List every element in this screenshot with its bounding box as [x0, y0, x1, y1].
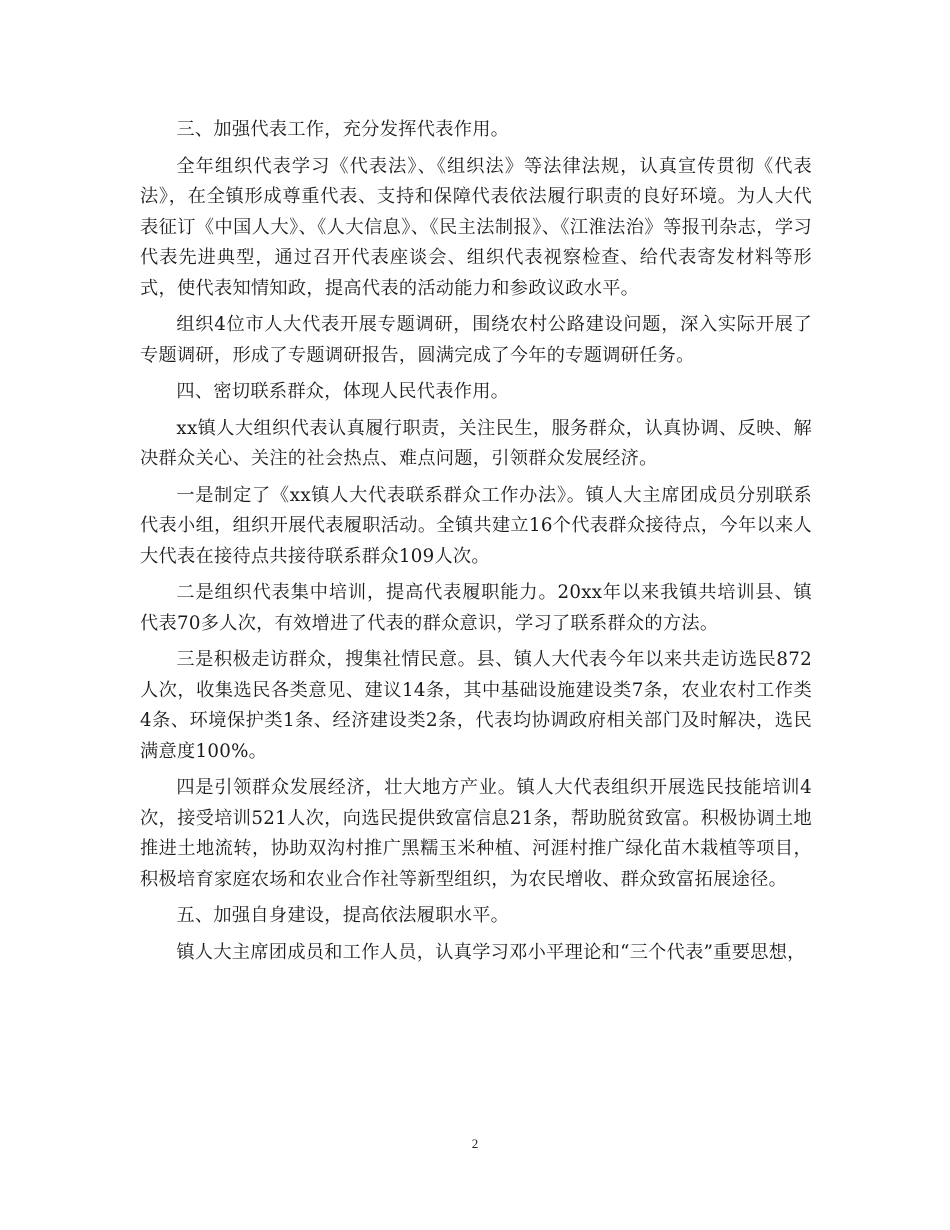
- paragraph-training: 二是组织代表集中培训，提高代表履职能力。20xx年以来我镇共培训县、镇代表70多人次，有效增进了代表的群众意识，学习了联系群众的方法。: [140, 582, 812, 634]
- paragraph-special-research: 组织4位市人大代表开展专题调研，围绕农村公路建设问题，深入实际开展了专题调研，形成了专题调研报告，圆满完成了今年的专题调研任务。: [140, 314, 812, 366]
- paragraph-self-building: 镇人大主席团成员和工作人员，认真学习邓小平理论和“三个代表”重要思想，: [176, 941, 806, 963]
- paragraph-economic-development: 四是引领群众发展经济，壮大地方产业。镇人大代表组织开展选民技能培训4次，接受培训521人次，向选民提供致富信息21条，帮助脱贫致富。积极协调土地推进土地流转，协助双沟村推广黑糯玉米种植、河涯村推广绿化苗木栽植等项目，积极培育家庭农场和农业合作社等新型组织，为农民增收、群众致富拓展途径。: [140, 777, 812, 890]
- section-heading-5: 五、加强自身建设，提高依法履职水平。: [176, 905, 510, 926]
- paragraph-liaison-measures: 一是制定了《xx镇人大代表联系群众工作办法》。镇人大主席团成员分别联系代表小组，组织开展代表履职活动。全镇共建立16个代表群众接待点，今年以来人大代表在接待点共接待联系群众109人次。: [140, 484, 812, 567]
- paragraph-representative-study: 全年组织代表学习《代表法》、《组织法》等法律法规，认真宣传贯彻《代表法》，在全镇形成尊重代表、支持和保障代表依法履行职责的良好环境。为人大代表征订《中国人大》、《人大信息》、《民主法制报》、《江淮法治》等报刊杂志，学习代表先进典型，通过召开代表座谈会、组织代表视察检查、给代表寄发材料等形式，使代表知情知政，提高代表的活动能力和参政议政水平。: [140, 155, 812, 299]
- section-heading-4: 四、密切联系群众，体现人民代表作用。: [176, 381, 510, 402]
- section-heading-3: 三、加强代表工作，充分发挥代表作用。: [176, 119, 510, 140]
- document-body: [140, 115, 812, 974]
- page-number: 2: [471, 1136, 479, 1151]
- paragraph-duties-overview: xx镇人大组织代表认真履行职责，关注民生，服务群众，认真协调、反映、解决群众关心、关注的社会热点、难点问题，引领群众发展经济。: [140, 417, 812, 469]
- paragraph-visits: 三是积极走访群众，搜集社情民意。县、镇人大代表今年以来共走访选民872人次，收集选民各类意见、建议14条，其中基础设施建设类7条，农业农村工作类4条、环境保护类1条、经济建设类2条，代表均协调政府相关部门及时解决，选民满意度100%。: [140, 649, 812, 762]
